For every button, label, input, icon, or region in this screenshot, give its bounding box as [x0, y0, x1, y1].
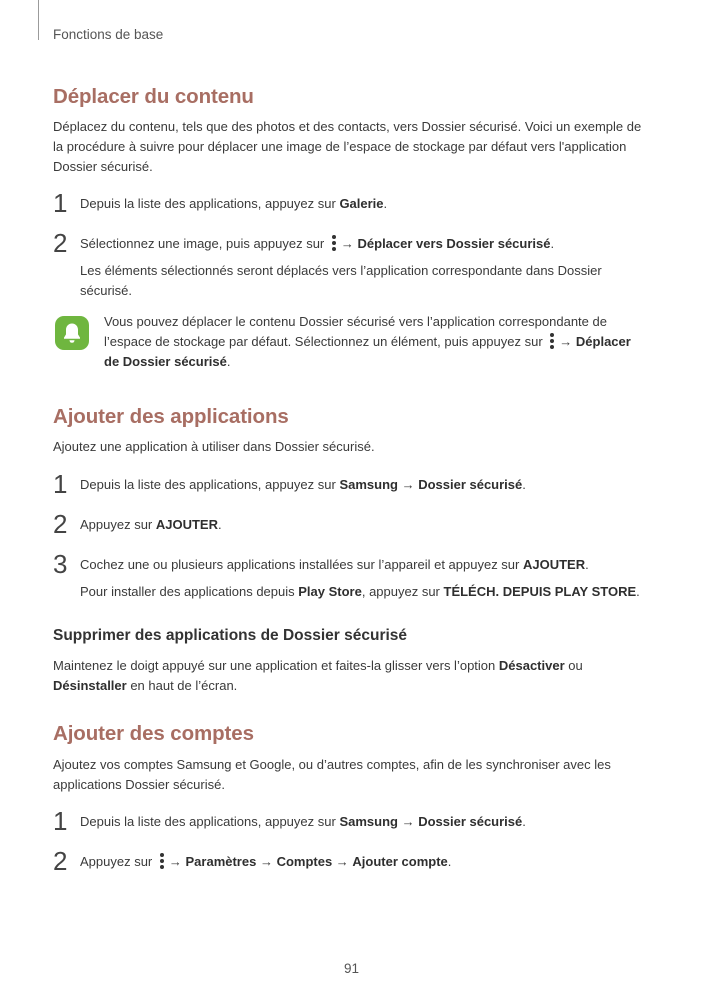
step-2-add [53, 509, 653, 542]
step-number: 1 [53, 806, 68, 836]
note-move-back: Vous pouvez déplacer le contenu Dossier sécurisé vers l’application correspondante de l’espace de stockage par défaut. Sélectionnez un élément, puis appuyez sur → Déplacer de Dossier sécurisé. [104, 314, 631, 369]
page-number: 91 [343, 961, 360, 976]
heading-add-apps: Ajouter des applications [53, 405, 289, 428]
step-number: 2 [53, 846, 68, 876]
remove-apps-text: Maintenez le doigt appuyé sur une application et faites-la glisser vers l’option Désactiver ou Désinstaller en haut de l’écran. [53, 658, 583, 693]
step-3-detail: Pour installer des applications depuis Play Store, appuyez sur TÉLÉCH. DEPUIS PLAY STORE. [80, 584, 640, 599]
intro-add-apps: Ajoutez une application à utiliser dans Dossier sécurisé. [53, 439, 375, 454]
step-text: Sélectionnez une image, puis appuyez sur → Déplacer vers Dossier sécurisé. [80, 236, 555, 251]
step-1-accounts-secure-folder [53, 806, 653, 839]
step-text: Depuis la liste des applications, appuyez sur Samsung → Dossier sécurisé. [80, 814, 526, 829]
more-options-icon [330, 235, 338, 251]
step-number: 2 [53, 228, 68, 258]
step-2-add-account [53, 846, 653, 879]
step-text: Appuyez sur → Paramètres → Comptes → Ajouter compte. [80, 854, 452, 869]
step-1-secure-folder [53, 469, 653, 502]
heading-add-accounts: Ajouter des comptes [53, 722, 254, 745]
step-1-gallery [53, 188, 653, 221]
step-2-detail: Les éléments sélectionnés seront déplacés vers l’application correspondante dans Dossier sécurisé. [80, 263, 602, 298]
more-options-icon [548, 333, 556, 349]
header-rule [38, 0, 39, 40]
step-number: 3 [53, 549, 68, 579]
step-text: Appuyez sur AJOUTER. [80, 517, 222, 532]
step-number: 1 [53, 188, 68, 218]
step-number: 2 [53, 509, 68, 539]
step-text: Depuis la liste des applications, appuyez sur Samsung → Dossier sécurisé. [80, 477, 526, 492]
note-bell-icon [55, 316, 89, 350]
heading-move-content: Déplacer du contenu [53, 85, 254, 108]
intro-add-accounts: Ajoutez vos comptes Samsung et Google, ou d’autres comptes, afin de les synchroniser avec les applications Dossier sécurisé. [53, 757, 611, 792]
section-header: Fonctions de base [53, 27, 164, 42]
step-2-move-image [53, 228, 653, 261]
intro-move-content: Déplacez du contenu, tels que des photos et des contacts, vers Dossier sécurisé. Voici un exemple de la procédure à suivre pour déplacer une image de l’espace de stockage par défaut vers l'application Dossier sécurisé. [53, 119, 642, 174]
more-options-icon [158, 853, 166, 869]
step-3-check-apps [53, 549, 653, 582]
step-text: Depuis la liste des applications, appuyez sur Galerie. [80, 196, 388, 211]
heading-remove-apps: Supprimer des applications de Dossier sécurisé [53, 627, 408, 644]
step-number: 1 [53, 469, 68, 499]
step-text: Cochez une ou plusieurs applications installées sur l’appareil et appuyez sur AJOUTER. [80, 557, 589, 572]
